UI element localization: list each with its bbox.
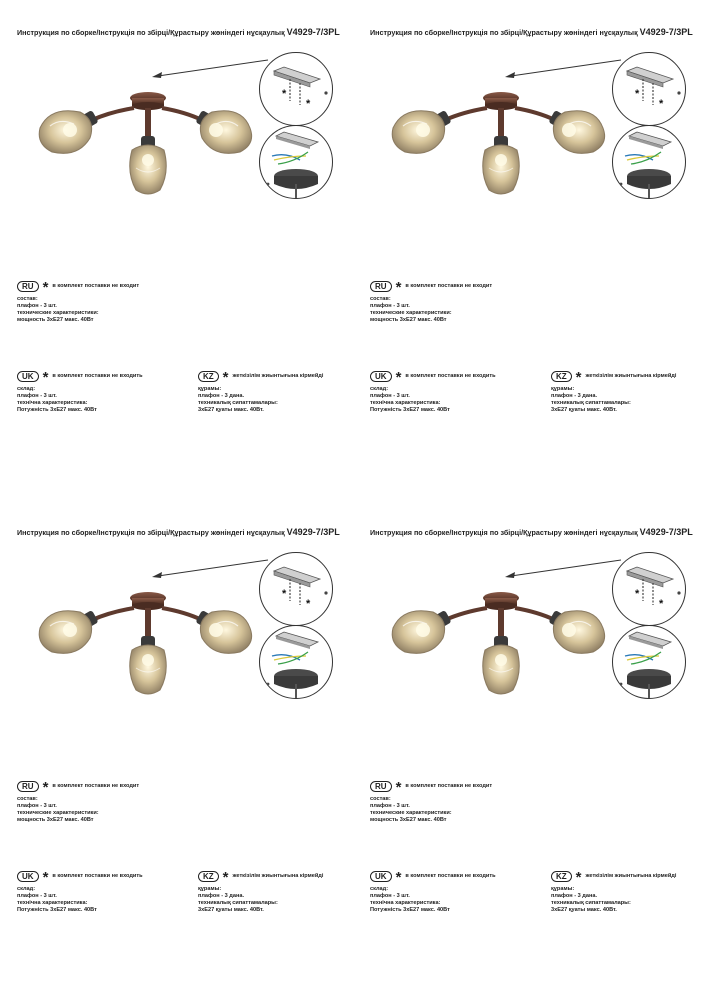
kz-line-1: құрамы:	[551, 386, 575, 392]
kz-section	[198, 370, 323, 414]
uk-note: в комплект поставки не входить	[405, 873, 496, 879]
title-text: Инструкция по сборке/Інструкція по збірці/Құрастыру жөніндегі нұсқаулық	[17, 528, 285, 537]
uk-line-2: плафон - 3 шт.	[17, 893, 57, 899]
ru-section	[370, 280, 492, 324]
chandelier-illustration	[383, 568, 615, 698]
kz-line-3: техникалық сипаттамалары:	[551, 900, 631, 906]
pointer-arrow	[503, 558, 623, 580]
instruction-panel-4	[353, 500, 706, 1000]
instruction-title	[17, 27, 340, 37]
kz-badge: KZ	[198, 871, 219, 882]
diagram-star-1: *	[635, 88, 640, 100]
ru-line-1: состав:	[370, 296, 391, 302]
ru-section	[17, 280, 139, 324]
kz-note: жеткізілім жиынтығына кірмейді	[585, 373, 677, 379]
uk-line-1: склад:	[370, 886, 389, 892]
ru-line-4: мощность 3xE27 макс. 40Вт	[370, 317, 447, 323]
instruction-title	[370, 527, 693, 537]
kz-line-1: құрамы:	[198, 386, 222, 392]
kz-line-1: құрамы:	[198, 886, 222, 892]
kz-line-4: 3xE27 қуаты макс. 40Вт.	[198, 407, 264, 413]
ru-line-3: технические характеристики:	[370, 310, 452, 316]
pointer-arrow	[150, 558, 270, 580]
kz-badge: KZ	[198, 371, 219, 382]
kz-line-3: техникалық сипаттамалары:	[198, 400, 278, 406]
uk-badge: UK	[370, 371, 392, 382]
diagram-star-2: *	[659, 598, 664, 610]
ru-line-3: технические характеристики:	[370, 810, 452, 816]
uk-badge: UK	[17, 871, 39, 882]
instruction-title	[370, 27, 693, 37]
uk-note: в комплект поставки не входить	[52, 873, 143, 879]
star-icon: *	[395, 369, 402, 386]
uk-line-2: плафон - 3 шт.	[370, 893, 410, 899]
kz-note: жеткізілім жиынтығына кірмейді	[585, 873, 677, 879]
star-icon: *	[42, 369, 49, 386]
star-icon: *	[42, 779, 49, 796]
instruction-panel-2	[353, 0, 706, 500]
kz-line-3: техникалық сипаттамалары:	[198, 900, 278, 906]
uk-line-1: склад:	[370, 386, 389, 392]
wiring-canopy-detail	[259, 625, 333, 699]
uk-line-4: Потужність 3xE27 макс. 40Вт	[17, 407, 97, 413]
chandelier-illustration	[30, 568, 262, 698]
kz-line-4: 3xE27 қуаты макс. 40Вт.	[198, 907, 264, 913]
wiring-canopy-detail	[259, 125, 333, 199]
uk-line-4: Потужність 3xE27 макс. 40Вт	[17, 907, 97, 913]
wiring-canopy-detail	[612, 625, 686, 699]
kz-line-3: техникалық сипаттамалары:	[551, 400, 631, 406]
uk-section	[17, 870, 143, 914]
uk-line-4: Потужність 3xE27 макс. 40Вт	[370, 407, 450, 413]
kz-line-2: плафон - 3 дана.	[551, 393, 598, 399]
uk-line-4: Потужність 3xE27 макс. 40Вт	[370, 907, 450, 913]
uk-line-3: технічна характеристика:	[17, 400, 88, 406]
kz-line-4: 3xE27 қуаты макс. 40Вт.	[551, 907, 617, 913]
ru-line-1: состав:	[370, 796, 391, 802]
mounting-bracket-detail	[612, 52, 686, 126]
title-text: Инструкция по сборке/Інструкція по збірці/Құрастыру жөніндегі нұсқаулық	[17, 28, 285, 37]
ru-note: в комплект поставки не входит	[405, 283, 493, 289]
kz-section	[551, 870, 676, 914]
kz-note: жеткізілім жиынтығына кірмейді	[232, 873, 324, 879]
kz-line-4: 3xE27 қуаты макс. 40Вт.	[551, 407, 617, 413]
uk-badge: UK	[370, 871, 392, 882]
ru-line-2: плафон - 3 шт.	[17, 303, 57, 309]
uk-note: в комплект поставки не входить	[405, 373, 496, 379]
kz-note: жеткізілім жиынтығына кірмейді	[232, 373, 324, 379]
ru-badge: RU	[370, 281, 392, 292]
uk-line-3: технічна характеристика:	[370, 400, 441, 406]
kz-section	[551, 370, 676, 414]
kz-line-2: плафон - 3 дана.	[198, 393, 245, 399]
title-text: Инструкция по сборке/Інструкція по збірці/Құрастыру жөніндегі нұсқаулық	[370, 528, 638, 537]
kz-line-1: құрамы:	[551, 886, 575, 892]
wiring-canopy-detail	[612, 125, 686, 199]
ru-note: в комплект поставки не входит	[405, 783, 493, 789]
ru-line-4: мощность 3xE27 макс. 40Вт	[17, 317, 94, 323]
mounting-bracket-detail	[259, 552, 333, 626]
kz-line-2: плафон - 3 дана.	[198, 893, 245, 899]
star-icon: *	[575, 369, 582, 386]
ru-line-4: мощность 3xE27 макс. 40Вт	[370, 817, 447, 823]
diagram-star-1: *	[635, 588, 640, 600]
title-text: Инструкция по сборке/Інструкція по збірці/Құрастыру жөніндегі нұсқаулық	[370, 28, 638, 37]
chandelier-illustration	[383, 68, 615, 198]
star-icon: *	[395, 869, 402, 886]
uk-line-2: плафон - 3 шт.	[17, 393, 57, 399]
uk-line-1: склад:	[17, 886, 36, 892]
uk-line-1: склад:	[17, 386, 36, 392]
uk-section	[17, 370, 143, 414]
ru-line-3: технические характеристики:	[17, 810, 99, 816]
ru-badge: RU	[370, 781, 392, 792]
model-number: V4929-7/3PL	[639, 527, 693, 537]
ru-badge: RU	[17, 781, 39, 792]
uk-section	[370, 370, 496, 414]
diagram-star-1: *	[282, 88, 287, 100]
pointer-arrow	[503, 58, 623, 80]
ru-line-4: мощность 3xE27 макс. 40Вт	[17, 817, 94, 823]
kz-badge: KZ	[551, 871, 572, 882]
instruction-title	[17, 527, 340, 537]
star-icon: *	[575, 869, 582, 886]
ru-line-2: плафон - 3 шт.	[370, 303, 410, 309]
star-icon: *	[222, 369, 229, 386]
diagram-star-2: *	[306, 598, 311, 610]
star-icon: *	[42, 869, 49, 886]
uk-line-2: плафон - 3 шт.	[370, 393, 410, 399]
star-icon: *	[42, 279, 49, 296]
mounting-bracket-detail	[259, 52, 333, 126]
star-icon: *	[395, 779, 402, 796]
ru-line-1: состав:	[17, 796, 38, 802]
uk-line-3: технічна характеристика:	[17, 900, 88, 906]
ru-note: в комплект поставки не входит	[52, 283, 140, 289]
pointer-arrow	[150, 58, 270, 80]
kz-badge: KZ	[551, 371, 572, 382]
ru-line-3: технические характеристики:	[17, 310, 99, 316]
uk-line-3: технічна характеристика:	[370, 900, 441, 906]
uk-note: в комплект поставки не входить	[52, 373, 143, 379]
model-number: V4929-7/3PL	[639, 27, 693, 37]
ru-badge: RU	[17, 281, 39, 292]
instruction-panel-3	[0, 500, 353, 1000]
ru-section	[370, 780, 492, 824]
ru-note: в комплект поставки не входит	[52, 783, 140, 789]
ru-line-1: состав:	[17, 296, 38, 302]
uk-badge: UK	[17, 371, 39, 382]
instruction-panel-1	[0, 0, 353, 500]
diagram-star-1: *	[282, 588, 287, 600]
ru-line-2: плафон - 3 шт.	[17, 803, 57, 809]
uk-section	[370, 870, 496, 914]
kz-line-2: плафон - 3 дана.	[551, 893, 598, 899]
model-number: V4929-7/3PL	[286, 527, 340, 537]
kz-section	[198, 870, 323, 914]
diagram-star-2: *	[306, 98, 311, 110]
ru-section	[17, 780, 139, 824]
model-number: V4929-7/3PL	[286, 27, 340, 37]
ru-line-2: плафон - 3 шт.	[370, 803, 410, 809]
star-icon: *	[222, 869, 229, 886]
chandelier-illustration	[30, 68, 262, 198]
star-icon: *	[395, 279, 402, 296]
mounting-bracket-detail	[612, 552, 686, 626]
diagram-star-2: *	[659, 98, 664, 110]
